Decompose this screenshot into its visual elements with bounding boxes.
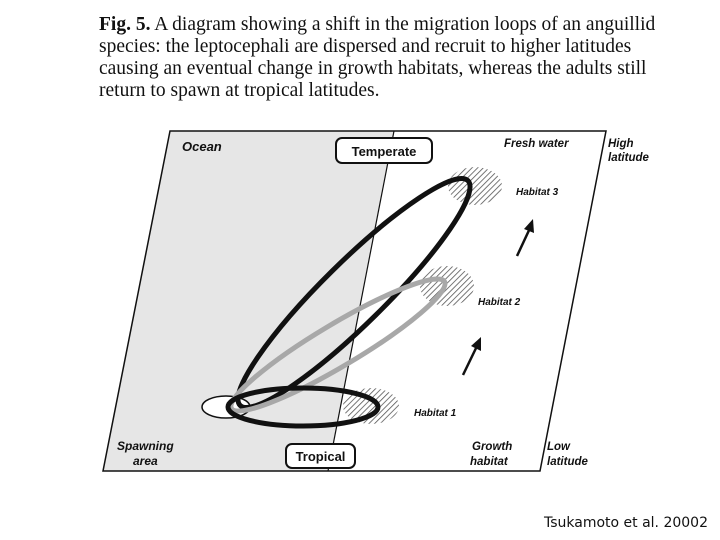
spawning-area-label-line2: area bbox=[133, 454, 158, 468]
tropical-box bbox=[286, 444, 355, 468]
growth-habitat-label-line1: Growth bbox=[472, 441, 513, 453]
source-credit: Tsukamoto et al. 20002 bbox=[543, 515, 708, 531]
growth-habitat-label-line2: habitat bbox=[470, 456, 508, 468]
habitat-1-label: Habitat 1 bbox=[414, 408, 457, 419]
caption-text: A diagram showing a shift in the migration loops of an anguillid species: the leptocephali are dispersed and recruit to higher latitudes causing an eventual change in growth habitats, whereas the adults still return to spawn at tropical latitudes. bbox=[99, 14, 656, 101]
tropical-label: Tropical bbox=[295, 449, 346, 464]
shift-arrow-upper bbox=[517, 219, 534, 256]
spawning-area-label-line1: Spawning bbox=[117, 439, 174, 453]
temperate-label: Temperate bbox=[351, 144, 417, 159]
figure-label: Fig. 5. bbox=[99, 14, 151, 35]
low-latitude-label-line1: Low bbox=[547, 441, 570, 453]
fresh-water-label: Fresh water bbox=[504, 138, 569, 150]
high-latitude-label-line1: High bbox=[608, 138, 634, 150]
ocean-label: Ocean bbox=[182, 139, 222, 154]
habitat-3-label: Habitat 3 bbox=[516, 187, 559, 198]
low-latitude-label-line2: latitude bbox=[547, 456, 588, 468]
temperate-box bbox=[336, 138, 432, 163]
shift-arrow-lower bbox=[463, 337, 481, 375]
habitat-2-label: Habitat 2 bbox=[478, 297, 521, 308]
habitat-3-patch bbox=[448, 167, 502, 205]
high-latitude-label-line2: latitude bbox=[608, 152, 649, 164]
